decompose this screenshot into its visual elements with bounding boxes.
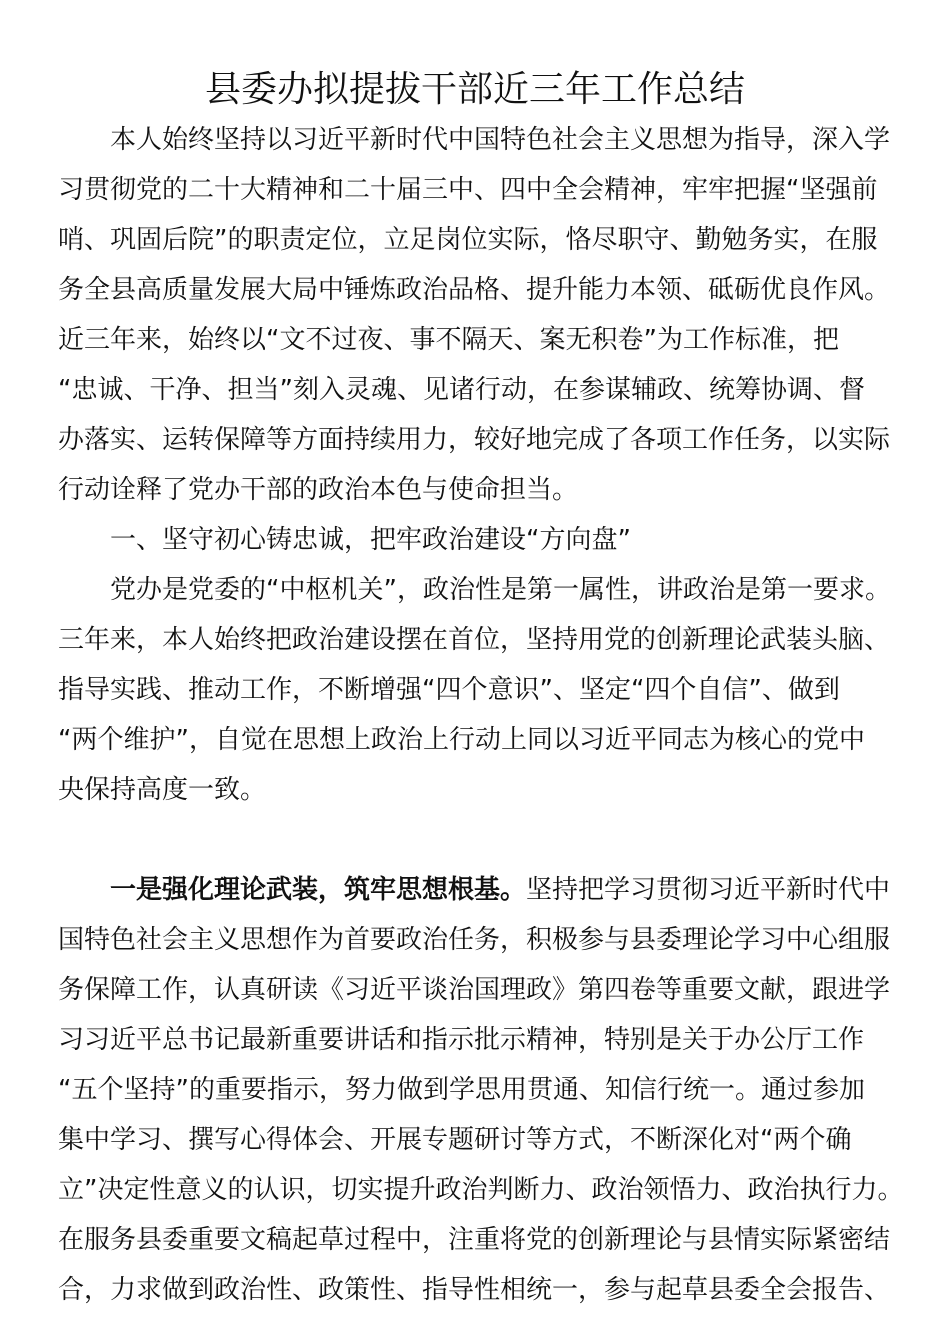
text-line [58, 265, 891, 315]
text-line [58, 1165, 904, 1215]
line-text: 在服务县委重要文稿起草过程中，注重将党的创新理论与县情实际紧密结 [58, 1225, 891, 1255]
text-line [58, 215, 888, 265]
line-text: 习贯彻党的二十大精神和二十届三中、四中全会精神，牢牢把握“坚强前 [58, 175, 878, 205]
text-line [58, 165, 888, 215]
line-text: 国特色社会主义思想作为首要政治任务，积极参与县委理论学习中心组服 [58, 925, 891, 955]
text-line [58, 965, 891, 1015]
line-text: 三年来，本人始终把政治建设摆在首位，坚持用党的创新理论武装头脑、 [58, 625, 891, 655]
text-line [58, 765, 888, 815]
text-line [58, 115, 891, 165]
line-text: 坚持把学习贯彻习近平新时代中 [526, 875, 891, 905]
text-line [58, 1065, 888, 1115]
text-line [58, 915, 891, 965]
text-line [58, 815, 888, 865]
text-line [58, 1115, 888, 1165]
text-line [58, 365, 888, 415]
line-text: 集中学习、撰写心得体会、开展专题研讨等方式，不断深化对“两个确 [58, 1125, 852, 1155]
text-line [58, 615, 891, 665]
line-text: 合，力求做到政治性、政策性、指导性相统一，参与起草县委全会报告、 [58, 1275, 891, 1305]
text-line [58, 1215, 891, 1265]
text-line [58, 1265, 891, 1315]
line-text: 哨、巩固后院”的职责定位，立足岗位实际，恪尽职守、勤勉务实，在服 [58, 225, 878, 255]
line-text: 指导实践、推动工作，不断增强“四个意识”、坚定“四个自信”、做到 [58, 675, 840, 705]
document-body [58, 115, 904, 1315]
line-text: 本人始终坚持以习近平新时代中国特色社会主义思想为指导，深入学 [110, 125, 891, 155]
text-line [58, 565, 891, 615]
text-line [58, 515, 888, 565]
line-text: 办落实、运转保障等方面持续用力，较好地完成了各项工作任务，以实际 [58, 425, 891, 455]
line-text: 务全县高质量发展大局中锤炼政治品格、提升能力本领、砥砺优良作风。 [58, 275, 891, 305]
text-line [58, 715, 888, 765]
text-line [58, 665, 888, 715]
bold-lead-sentence: 一是强化理论武装，筑牢思想根基。 [110, 875, 527, 905]
line-text: 习习近平总书记最新重要讲话和指示批示精神，特别是关于办公厅工作 [58, 1025, 865, 1055]
text-line [58, 315, 888, 365]
text-line [58, 465, 888, 515]
line-text: 党办是党委的“中枢机关”，政治性是第一属性，讲政治是第一要求。 [110, 575, 891, 605]
text-line [58, 415, 891, 465]
line-text: 近三年来，始终以“文不过夜、事不隔天、案无积卷”为工作标准，把 [58, 325, 839, 355]
document-title: 县委办拟提拔干部近三年工作总结 [204, 69, 745, 110]
line-text: 立”决定性意义的认识，切实提升政治判断力、政治领悟力、政治执行力。 [58, 1175, 904, 1205]
line-text: 行动诠释了党办干部的政治本色与使命担当。 [58, 475, 579, 505]
line-text: “五个坚持”的重要指示，努力做到学思用贯通、知信行统一。通过参加 [58, 1075, 865, 1105]
line-text: 一、坚守初心铸忠诚，把牢政治建设“方向盘” [110, 525, 631, 555]
line-text: 务保障工作，认真研读《习近平谈治国理政》第四卷等重要文献，跟进学 [58, 975, 891, 1005]
text-line [58, 1015, 888, 1065]
line-text: 央保持高度一致。 [58, 775, 267, 805]
text-line [58, 865, 891, 915]
line-text: “两个维护”，自觉在思想上政治上行动上同以习近平同志为核心的党中 [58, 725, 865, 755]
line-text: “忠诚、干净、担当”刻入灵魂、见诸行动，在参谋辅政、统筹协调、督 [58, 375, 865, 405]
